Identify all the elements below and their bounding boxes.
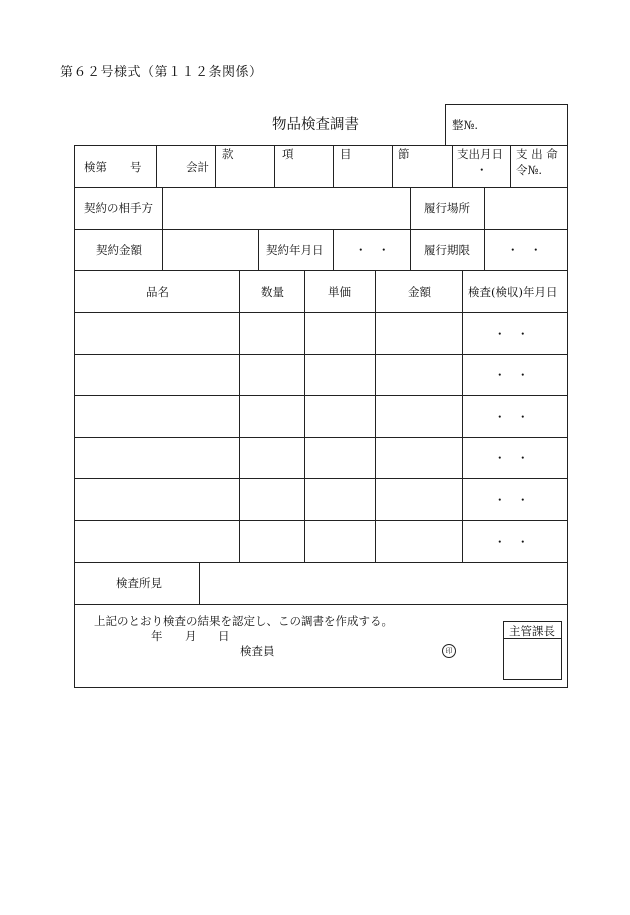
rule <box>74 354 568 355</box>
rule <box>410 229 411 270</box>
contract-date-dots: ・ ・ <box>355 243 390 257</box>
rule <box>74 562 568 563</box>
inspector-label: 検査員 <box>240 644 275 658</box>
item-unit-price-header: 単価 <box>328 285 351 299</box>
item-row-date: ・ ・ <box>494 410 529 424</box>
certification-text: 上記のとおり検査の結果を認定し、この調書を作成する。 <box>94 614 393 628</box>
rule <box>74 312 568 313</box>
rule <box>333 145 334 187</box>
rule <box>452 145 453 187</box>
shishutsu-order-label-2: 令№. <box>516 163 543 177</box>
date-month-label: 月 <box>185 629 197 643</box>
form-title: 第６２号様式（第１１２条関係） <box>60 65 263 80</box>
kaikei-label: 会計 <box>186 160 209 174</box>
rule <box>74 270 568 271</box>
item-inspection-date-header: 検査(検収)年月日 <box>468 285 558 299</box>
item-row-date: ・ ・ <box>494 368 529 382</box>
contract-party-label: 契約の相手方 <box>84 201 153 215</box>
rule <box>215 145 216 187</box>
rule <box>74 437 568 438</box>
item-amount-header: 金額 <box>408 285 431 299</box>
rule <box>74 395 568 396</box>
shishutsu-order-label-1: 支 出 命 <box>516 147 558 161</box>
rule <box>462 270 463 562</box>
doc-title: 物品検査調書 <box>272 117 359 133</box>
rule <box>74 604 568 605</box>
item-row-date: ・ ・ <box>494 535 529 549</box>
rule <box>162 229 163 270</box>
rule <box>375 270 376 562</box>
rule <box>510 145 511 187</box>
rule <box>199 562 200 604</box>
date-day-label: 日 <box>218 629 230 643</box>
seal-icon: 印 <box>442 644 456 658</box>
manager-title-label: 主管課長 <box>509 624 555 638</box>
rule <box>74 520 568 521</box>
contract-date-label: 契約年月日 <box>266 243 324 257</box>
contract-amount-label: 契約金額 <box>96 243 142 257</box>
moku-label: 目 <box>340 147 352 161</box>
rule <box>74 478 568 479</box>
rule <box>239 270 240 562</box>
rule <box>484 187 485 229</box>
date-year-label: 年 <box>151 629 163 643</box>
rule <box>410 187 411 229</box>
setsu-label: 節 <box>398 147 410 161</box>
rule <box>484 229 485 270</box>
shishutsu-date-dot: ・ <box>476 163 488 177</box>
item-qty-header: 数量 <box>261 285 284 299</box>
rule <box>156 145 157 187</box>
rule <box>162 187 163 229</box>
inspection-opinion-label: 検査所見 <box>116 576 162 590</box>
rule <box>392 145 393 187</box>
item-row-date: ・ ・ <box>494 327 529 341</box>
delivery-place-label: 履行場所 <box>424 201 470 215</box>
item-row-date: ・ ・ <box>494 493 529 507</box>
rule <box>333 229 334 270</box>
rule <box>74 187 568 188</box>
kan-label: 款 <box>222 147 234 161</box>
shishutsu-date-label: 支出月日 <box>457 147 503 161</box>
rule <box>274 145 275 187</box>
rule <box>74 229 568 230</box>
delivery-period-dots: ・ ・ <box>507 243 542 257</box>
kou-label: 項 <box>282 147 294 161</box>
rule <box>503 638 562 639</box>
rule <box>258 229 259 270</box>
item-name-header: 品名 <box>146 285 169 299</box>
kenban-label: 検第 号 <box>84 160 142 174</box>
rule <box>304 270 305 562</box>
item-row-date: ・ ・ <box>494 451 529 465</box>
delivery-period-label: 履行期限 <box>424 243 470 257</box>
seiri-no-label: 整№. <box>452 118 479 132</box>
